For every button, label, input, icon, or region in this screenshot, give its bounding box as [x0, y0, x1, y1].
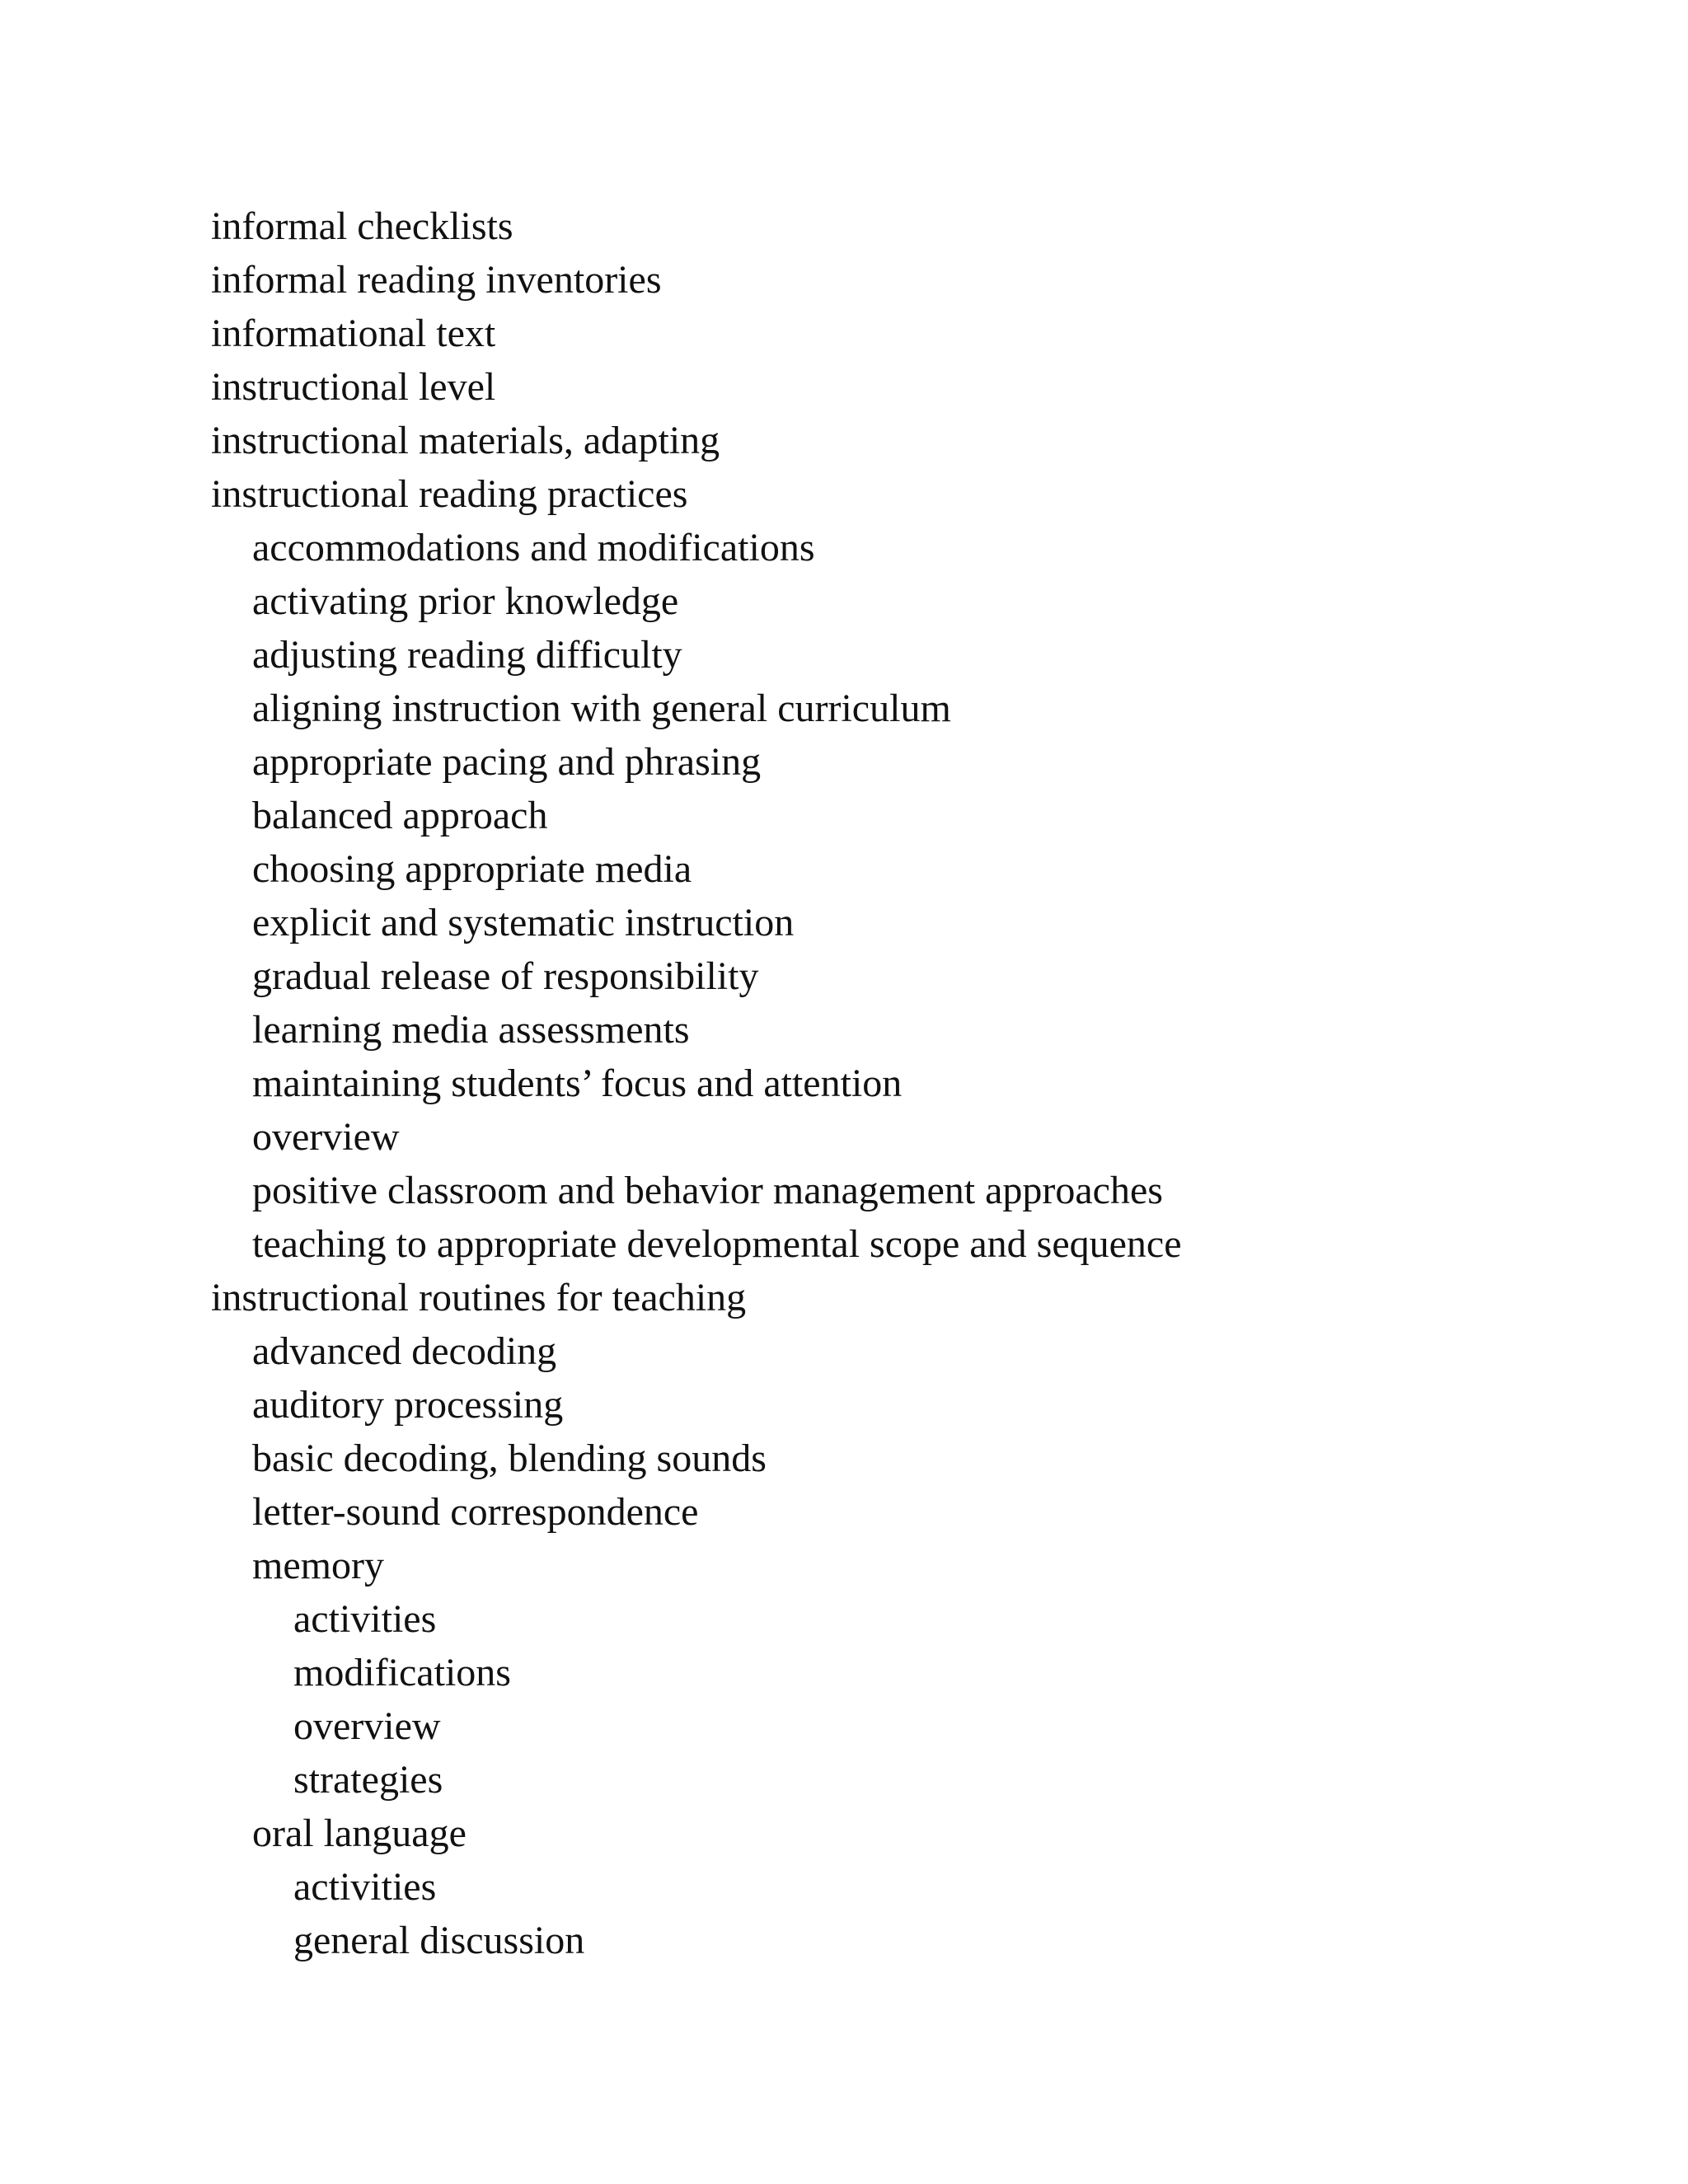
index-subentry: accommodations and modifications: [252, 526, 815, 569]
index-entry: informal checklists: [211, 204, 513, 248]
index-subentry: letter-sound correspondence: [252, 1490, 699, 1534]
index-subentry: basic decoding, blending sounds: [252, 1436, 767, 1480]
index-entry: instructional reading practices: [211, 472, 688, 516]
index-subentry: auditory processing: [252, 1383, 564, 1427]
index-subentry: learning media assessments: [252, 1008, 690, 1052]
index-subsubentry: overview: [293, 1704, 441, 1748]
index-entry: instructional routines for teaching: [211, 1276, 747, 1319]
index-subentry: overview: [252, 1115, 400, 1159]
index-subsubentry: strategies: [293, 1758, 443, 1802]
index-subentry: choosing appropriate media: [252, 847, 692, 891]
index-subentry: activating prior knowledge: [252, 579, 679, 623]
index-entry: informal reading inventories: [211, 258, 662, 302]
index-entry: instructional level: [211, 365, 496, 409]
index-subentry: explicit and systematic instruction: [252, 901, 795, 944]
index-subentry: adjusting reading difficulty: [252, 633, 682, 677]
index-subsubentry: activities: [293, 1597, 437, 1641]
index-subsubentry: general discussion: [293, 1919, 585, 1962]
index-entry: informational text: [211, 312, 496, 355]
index-subentry: appropriate pacing and phrasing: [252, 740, 762, 784]
index-subentry: advanced decoding: [252, 1329, 557, 1373]
index-subentry: memory: [252, 1544, 384, 1587]
index-subentry: positive classroom and behavior management approaches: [252, 1169, 1163, 1212]
index-subentry: aligning instruction with general curriculum: [252, 687, 951, 730]
index-subentry: oral language: [252, 1811, 467, 1855]
index-subsubentry: modifications: [293, 1651, 511, 1694]
index-subentry: balanced approach: [252, 794, 548, 837]
index-subentry: teaching to appropriate developmental scope and sequence: [252, 1222, 1182, 1266]
index-subentry: gradual release of responsibility: [252, 954, 759, 998]
index-entry: instructional materials, adapting: [211, 419, 720, 462]
index-subsubentry: activities: [293, 1865, 437, 1909]
index-subentry: maintaining students’ focus and attention: [252, 1062, 903, 1105]
index-entry-list: [211, 199, 1182, 1967]
